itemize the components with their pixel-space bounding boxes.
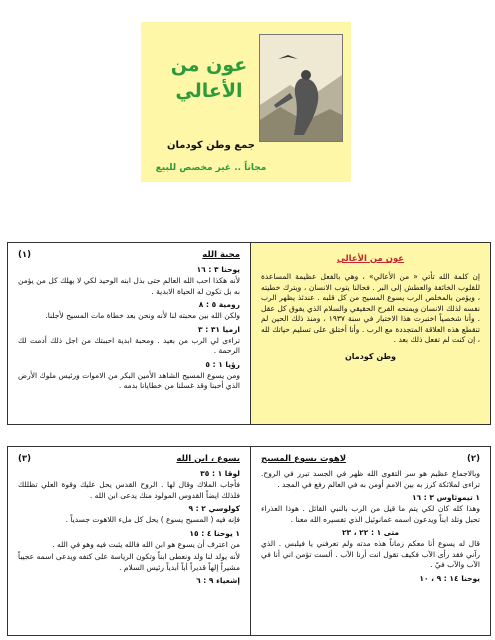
- verse-ref: إشعياء ٩ : ٦: [196, 576, 240, 585]
- verse-ref: ١ تيموثاوس ٣ : ١٦: [411, 493, 480, 502]
- verse-ref: متى ١ : ٢٢ ، ٢٣: [341, 528, 400, 537]
- page-2-right-header: [261, 454, 480, 464]
- verse-text: من اعترف أن يسوع هو ابن الله فالله يثبت فيه وهو في الله .: [52, 539, 240, 549]
- page-2-right-column: [251, 447, 490, 635]
- verse-text: تراءى لي الرب من بعيد . ومحبة ابدية احببتك من اجل ذلك أدمت لك الرحمة .: [18, 335, 240, 355]
- verse-ref: رومية ٥ : ٨: [198, 300, 240, 309]
- verse-ref: رؤيا ١ : ٥: [205, 359, 240, 369]
- intro-signature: وطن كودمان: [344, 351, 397, 361]
- page-2-left-column: [8, 447, 250, 635]
- section-number: (٢): [467, 454, 480, 464]
- verse-text: وبالاجماع عظيم هو سر التقوى الله ظهر في الجسد تبرر في الروح. تراءى لملائكة كرز به بين الامم أومن به في العالم رفع في المجد .: [261, 469, 480, 489]
- cover-title: [163, 52, 255, 104]
- page-2: [7, 446, 491, 636]
- verse-text: لأنه يولد لنا ولد ونعطى ابناً وتكون الرياسة على كتفه ويدعى اسمه عجيباً مشيراً إلهاً قديراً أباً أبدياً رئيس السلام .: [18, 552, 240, 572]
- cover-authors: جمع وطن كودمان: [166, 140, 256, 151]
- page-2-left-header: [18, 454, 240, 464]
- intro-text: إن كلمة الله تأتي « من الأعالي» ، وهي بالفعل عظيمة المساعدة للقلوب الخائفة والعطش إلى البر . فحالنا يتوب الانسان ، ويترك خطيته ، ويؤمن بالمخلص الرب يسوع المسيح من كل قلبه . عندئذ يظهر الرب نفسه لذلك الانسان ويمنحه الفرح الحقيقي والسلام الذي يفوق كل عقل . وأنا شخصياً اختبرت هذا الاختبار في سنة ١٩٣٧ ، ومنذ ذلك الحين لم تنقطع هذه العلاقة المتجددة مع الرب . وأنا أختلق على تسليم حياتك لله ، إن كنت لم تفعل ذلك بعد .: [261, 272, 481, 344]
- cover-note: مجاناً .. غير مخصص للبيع: [155, 163, 267, 173]
- section-number: (١): [18, 250, 31, 260]
- verse-ref: ١ يوحنا ٤ : ١٥: [189, 528, 240, 538]
- section-number: (٣): [18, 454, 31, 464]
- intro-title: عون من الأعالي: [336, 254, 405, 264]
- verse-text: وهذا كله كان لكي يتم ما قيل من الرب بالنبي القائل . هوذا العذراء تحبل وتلد ابناً ويدعون اسمه عمانوئيل الذي تفسيره الله معنا .: [261, 504, 480, 524]
- cover-page: [141, 22, 351, 182]
- cover-title-line1: عون من: [170, 54, 248, 76]
- verse-text: فأجاب الملاك وقال لها . الروح القدس يحل عليك وقوة العلي تظللك فلذلك ايضاً القدوس المولود منك يدعى ابن الله .: [18, 480, 240, 500]
- section-title: محبة الله: [202, 250, 240, 260]
- verse-ref: كولوسي ٢ : ٩: [188, 504, 240, 513]
- cover-illustration: [259, 34, 343, 142]
- verse-text: لأنه هكذا احب الله العالم حتى بذل ابنه الوحيد لكي لا يهلك كل من يؤمن به بل تكون له الحياة الابدية .: [18, 276, 240, 296]
- cover-title-line2: الأعالي: [175, 80, 243, 102]
- verse-ref: يوحنا ٣ : ١٦: [196, 265, 240, 274]
- page-1-left-header: [18, 250, 240, 260]
- verse-text: ومن يسوع المسيح الشاهد الأمين البكر من الاموات ورئيس ملوك الأرض الذي أحبنا وقد غسلنا من خطايانا بدمه .: [18, 370, 240, 390]
- section-title: لاهوت يسوع المسيح: [261, 454, 347, 464]
- page-1-left-column: [8, 243, 250, 424]
- verse-ref: يوحنا ١٤ : ٩ ، ١٠: [419, 573, 480, 583]
- verse-ref: ارميا ٣١ : ٣: [198, 324, 240, 334]
- verse-text: فإنه فيه ( المسيح يسوع ) يحل كل ملء اللاهوت جسدياً .: [65, 515, 240, 524]
- verse-text: قال له يسوع أنا معكم زماناً هذه مدته ولم تعرفني يا فيلبس . الذي رآني فقد رأى الآب فكيف تقول انت أرنا الآب . ألست تؤمن اني أنا في الآب والآب فيّ .: [261, 539, 480, 569]
- verse-ref: لوقا ١ : ٣٥: [200, 469, 240, 478]
- verse-text: ولكن الله بين محبته لنا لأنه ونحن بعد خطاة مات المسيح لأجلنا.: [45, 311, 240, 320]
- page-1: [7, 242, 491, 425]
- section-title: يسوع ، ابن الله: [176, 454, 240, 464]
- page-1-right-column: [251, 243, 490, 424]
